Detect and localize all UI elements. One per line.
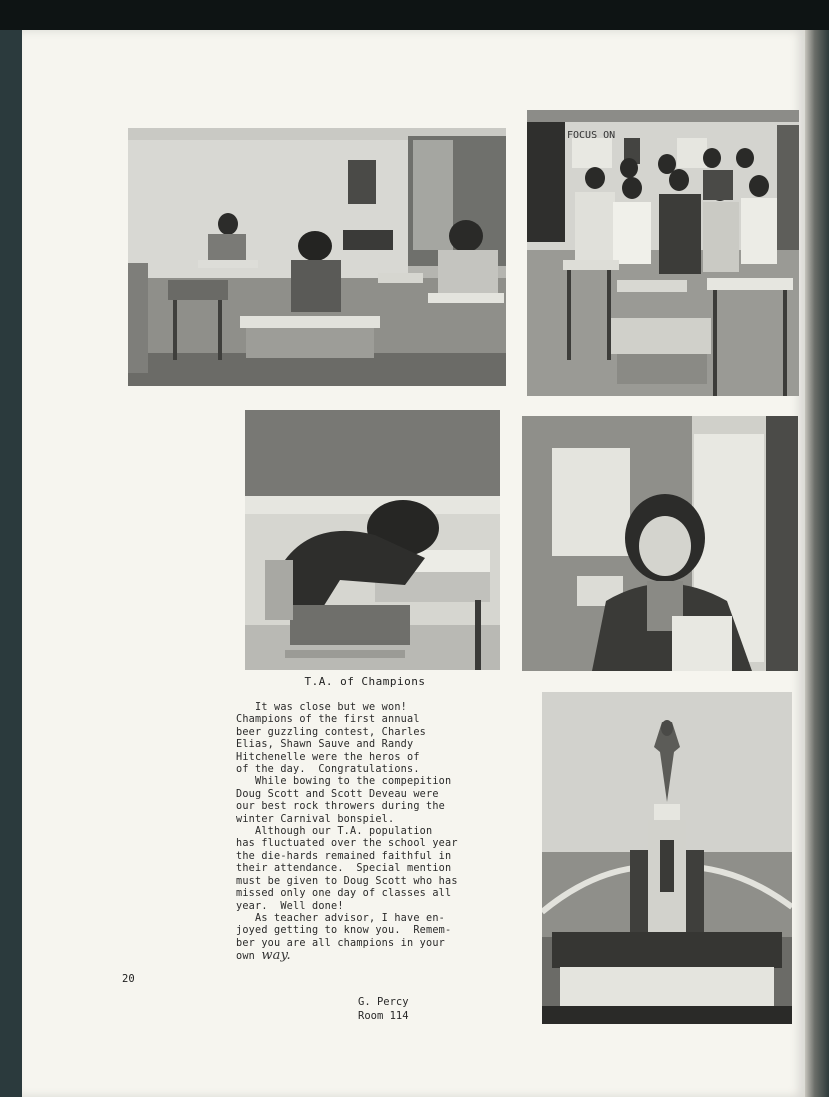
article-line: has fluctuated over the school year xyxy=(236,838,458,850)
resting-student-photo xyxy=(245,410,500,670)
group-photo xyxy=(527,110,799,396)
article-last-line xyxy=(236,950,506,963)
smiling-student-photo xyxy=(522,416,798,671)
article-line: As teacher advisor, I have en- xyxy=(236,912,446,924)
article-line: joyed getting to know you. Remem- xyxy=(236,925,452,937)
article-line: year. Well done! xyxy=(236,900,344,912)
article-line: Champions of the first annual xyxy=(236,714,420,726)
photo-caption: T.A. of Champions xyxy=(304,675,426,688)
classroom-photo xyxy=(128,128,506,386)
article-line: Although our T.A. population xyxy=(236,826,433,838)
handwritten-word: way. xyxy=(261,948,291,964)
article-line: It was close but we won! xyxy=(236,702,408,713)
article-line: While bowing to the compepition xyxy=(236,776,452,788)
article-line: missed only one day of classes all xyxy=(236,888,452,900)
article-line: ber you are all champions in your xyxy=(236,937,446,949)
scan-top-edge xyxy=(0,0,829,30)
binding-shadow xyxy=(803,30,829,1097)
trophy-photo xyxy=(542,692,792,1024)
signature-block xyxy=(358,995,409,1023)
article-line: Elias, Shawn Sauve and Randy xyxy=(236,739,414,751)
article-line: must be given to Doug Scott who has xyxy=(236,875,458,887)
article-line: Doug Scott and Scott Deveau were xyxy=(236,788,439,800)
signature-room: Room 114 xyxy=(358,1010,409,1022)
article-line: their attendance. Special mention xyxy=(236,863,452,875)
article-line: of the day. Congratulations. xyxy=(236,764,420,776)
article-line: our best rock throwers during the xyxy=(236,801,446,813)
article-line: winter Carnival bonspiel. xyxy=(236,813,395,825)
page-number: 20 xyxy=(122,973,135,985)
article-line: beer guzzling contest, Charles xyxy=(236,726,427,738)
article-text xyxy=(236,702,506,964)
signature-name: G. Percy xyxy=(358,996,409,1008)
focus-on-sign: FOCUS ON xyxy=(567,130,616,141)
last-line-prefix: own xyxy=(236,951,262,963)
article-line: Hitchenelle were the heros of xyxy=(236,751,420,763)
article-line: the die-hards remained faithful in xyxy=(236,850,452,862)
